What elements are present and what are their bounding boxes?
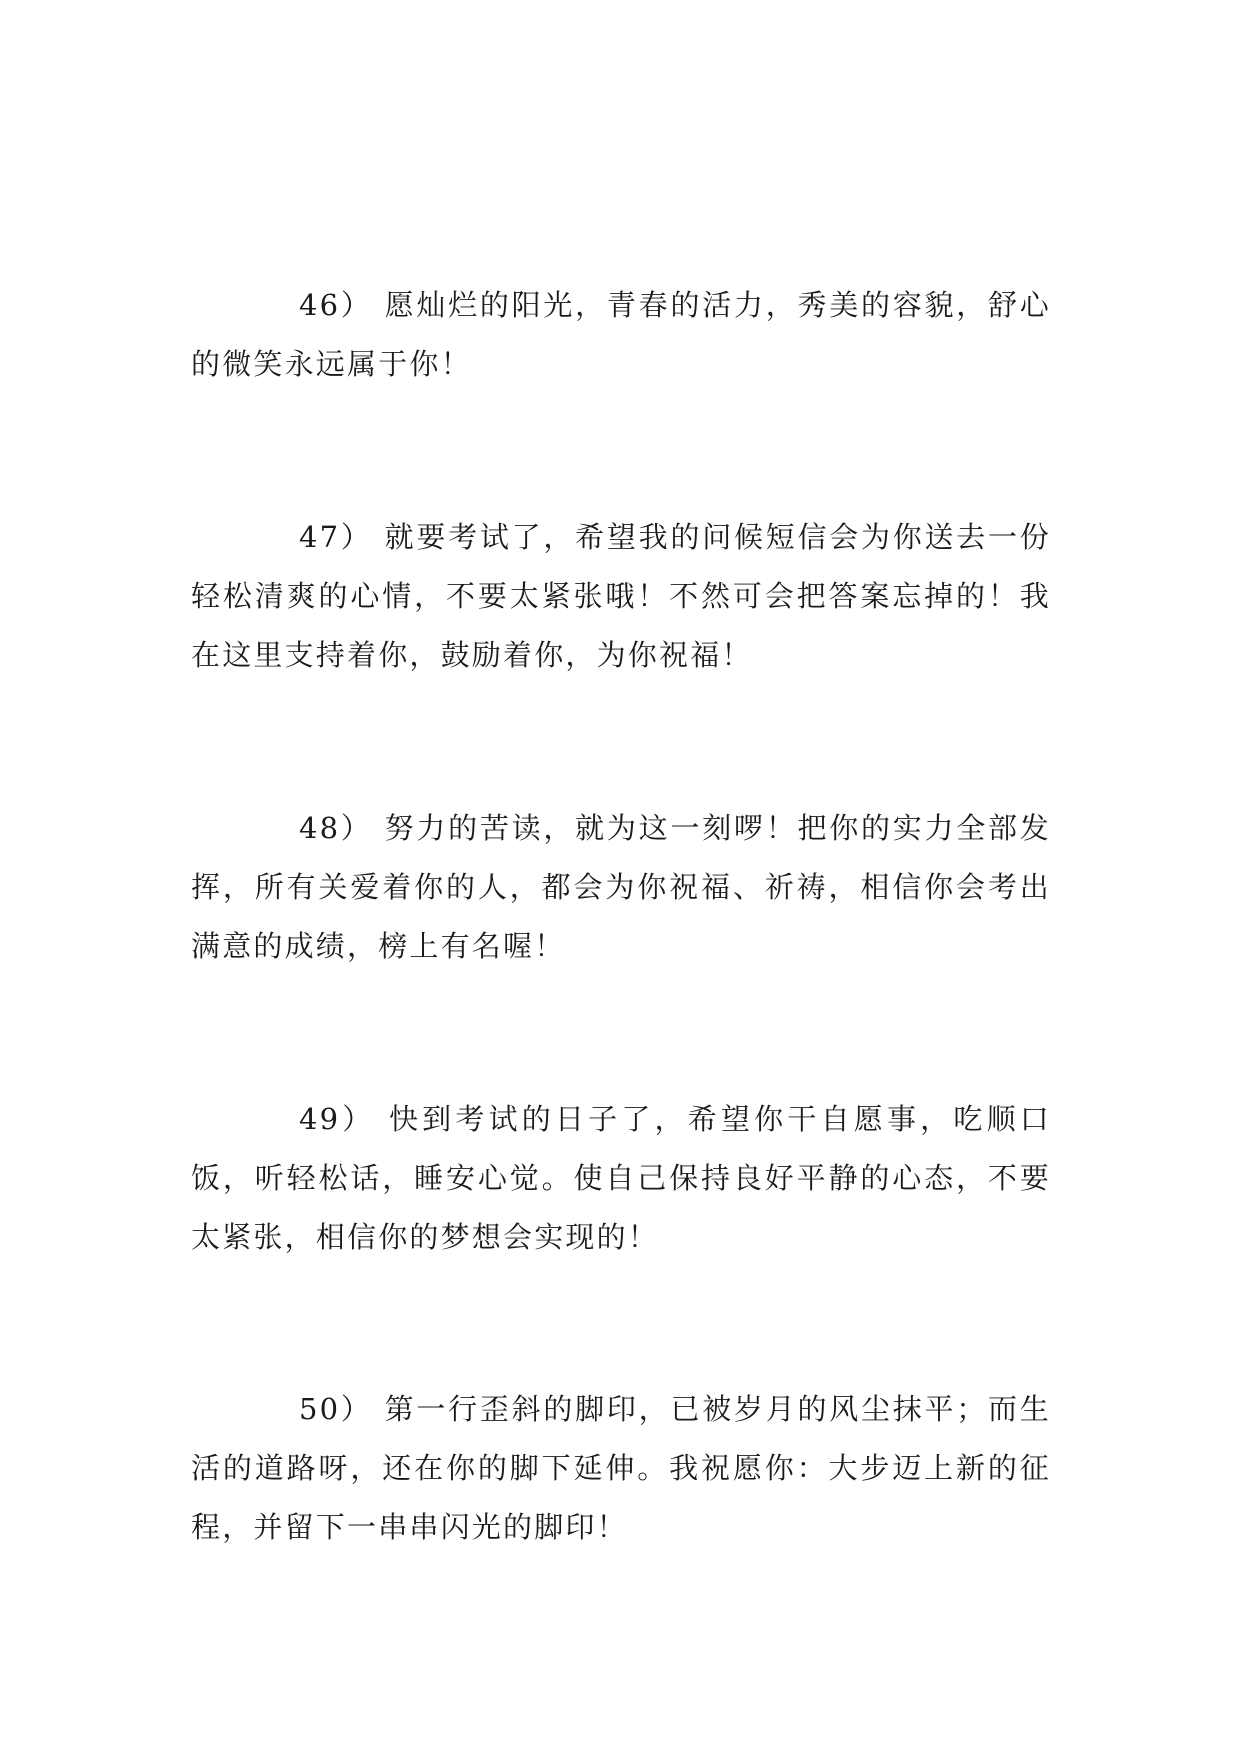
entry-text: 第一行歪斜的脚印，已被岁月的风尘抹平；而生活的道路呀，还在你的脚下延伸。我祝愿你：大步迈上新的征程，并留下一串串闪光的脚印！ (191, 1392, 1051, 1544)
entry-number: 48） (299, 811, 373, 845)
entry-text: 快到考试的日子了，希望你干自愿事，吃顺口饭，听轻松话，睡安心觉。使自己保持良好平静的心态，不要太紧张，相信你的梦想会实现的！ (191, 1102, 1051, 1254)
entry-number: 47） (299, 520, 373, 554)
wish-entry-50 (191, 1380, 1051, 1557)
wish-entry-48 (191, 799, 1051, 976)
wish-entry-46 (191, 276, 1051, 394)
entry-number: 49） (299, 1102, 376, 1136)
entry-text: 就要考试了，希望我的问候短信会为你送去一份轻松清爽的心情，不要太紧张哦！不然可会把答案忘掉的！我在这里支持着你，鼓励着你，为你祝福！ (191, 520, 1051, 672)
entry-text: 愿灿烂的阳光，青春的活力，秀美的容貌，舒心的微笑永远属于你！ (191, 288, 1051, 381)
entry-text: 努力的苦读，就为这一刻啰！把你的实力全部发挥，所有关爱着你的人，都会为你祝福、祈祷，相信你会考出满意的成绩，榜上有名喔！ (191, 811, 1051, 963)
wish-entry-49 (191, 1090, 1051, 1267)
entry-number: 50） (299, 1392, 373, 1426)
entry-number: 46） (299, 288, 373, 322)
wish-entry-47 (191, 508, 1051, 685)
